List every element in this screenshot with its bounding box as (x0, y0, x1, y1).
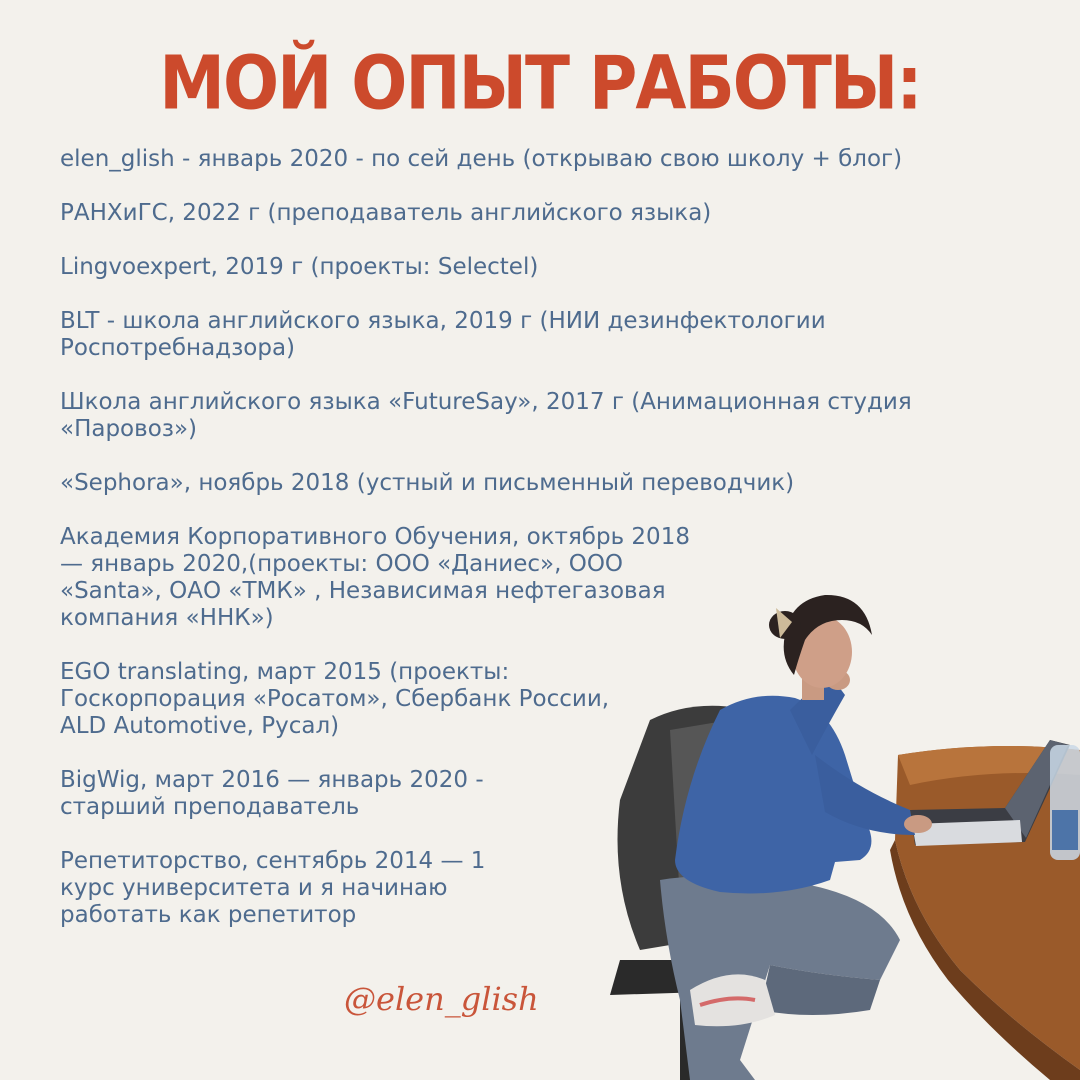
list-item: «Sephora», ноябрь 2018 (устный и письменный переводчик) (60, 470, 795, 496)
list-item: BLT - школа английского языка, 2019 г (НИИ дезинфектологии Роспотребнадзора) (60, 308, 826, 361)
list-item: РАНХиГС, 2022 г (преподаватель английского языка) (60, 200, 712, 226)
signature-handle: @elen_glish (344, 980, 539, 1018)
list-item: Школа английского языка «FutureSay», 2017 г (Анимационная студия «Паровоз») (60, 389, 912, 442)
list-item: Репетиторство, сентябрь 2014 — 1 курс университета и я начинаю работать как репетитор (60, 848, 486, 928)
page-title: МОЙ ОПЫТ РАБОТЫ: (159, 40, 921, 127)
woman-at-laptop-photo (580, 580, 1080, 1080)
list-item: Lingvoexpert, 2019 г (проекты: Selectel) (60, 254, 539, 280)
list-item: BigWig, март 2016 — январь 2020 - старший преподаватель (60, 767, 484, 820)
list-item: EGO translating, март 2015 (проекты: Госкорпорация «Росатом», Сбербанк России, ALD Automotive, Русал) (60, 659, 610, 739)
list-item: elen_glish - январь 2020 - по сей день (открываю свою школу + блог) (60, 146, 903, 172)
list-item: Академия Корпоративного Обучения, октябрь 2018 — январь 2020,(проекты: ООО «Даниес», ООО «Santa», ОАО «ТМК» , Независимая нефтегазовая компания «ННК») (60, 524, 690, 631)
